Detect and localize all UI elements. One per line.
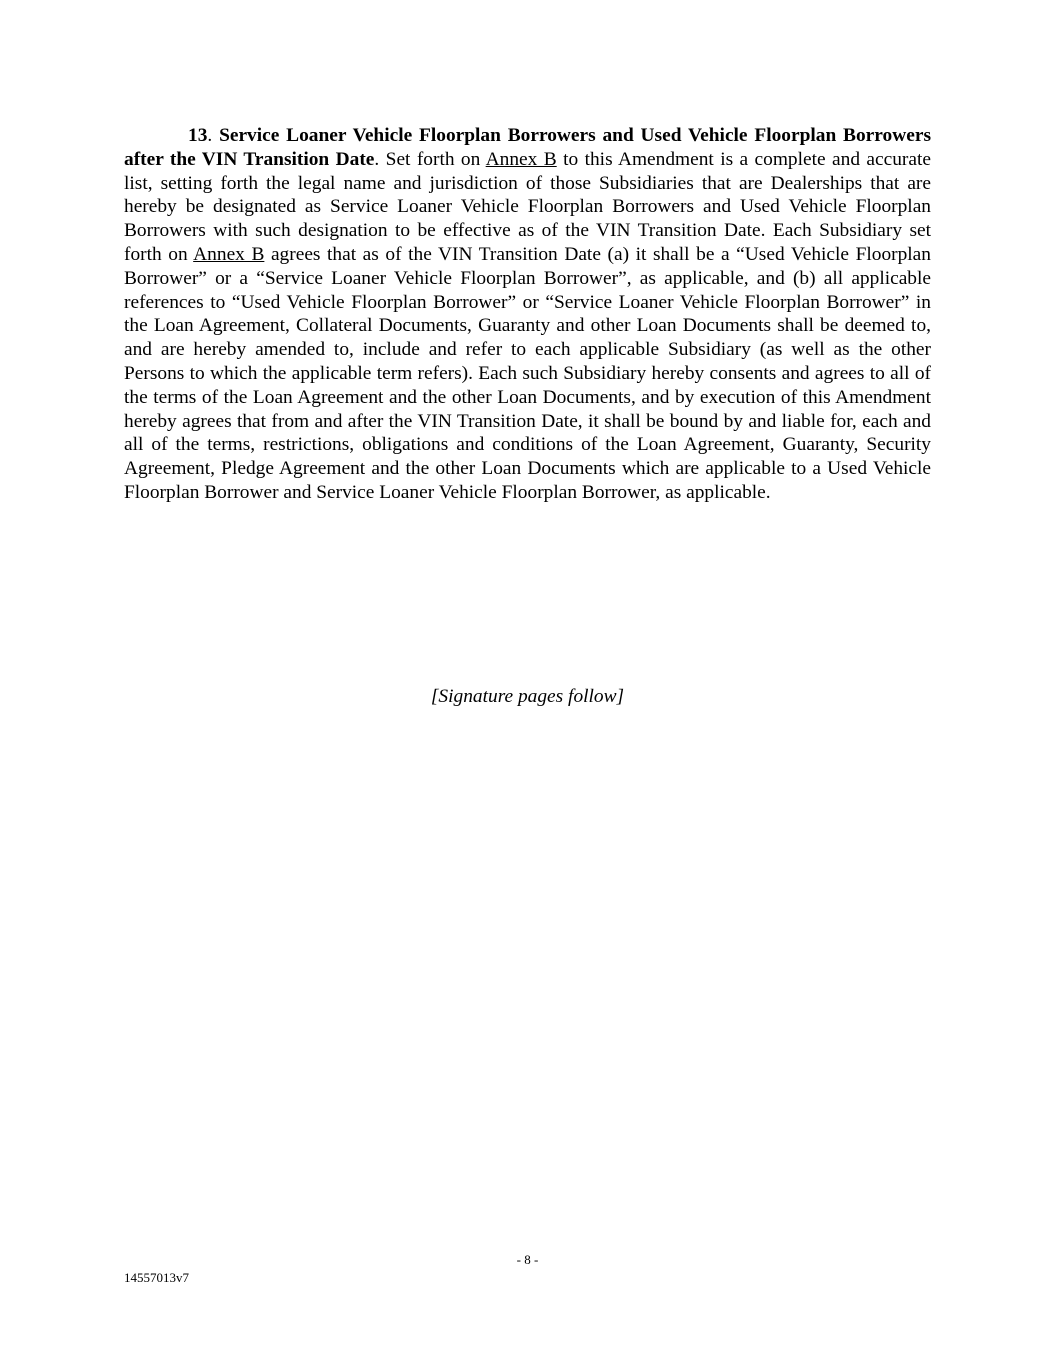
section-heading: Service Loaner Vehicle Floorplan Borrowers and Used Vehicle Floorplan Borrowers after the VIN Transition Date [124,125,931,170]
section-text-part-3: agrees that as of the VIN Transition Date (a) it shall be a “Used Vehicle Floorplan Borrower” or a “Service Loaner Vehicle Floorplan Borrower”, as applicable, and (b) all applicable references to “Used Vehicle Floorplan Borrower” or “Service Loaner Vehicle Floorplan Borrower” in the Loan Agreement, Collateral Documents, Guaranty and other Loan Documents shall be deemed to, and are hereby amended to, include and refer to each applicable Subsidiary (as well as the other Persons to which the applicable term refers). Each such Subsidiary hereby consents and agrees to all of the terms of the Loan Agreement and the other Loan Documents, and by execution of this Amendment hereby agrees that from and after the VIN Transition Date, it shall be bound by and liable for, each and all of the terms, restrictions, obligations and conditions of the Loan Agreement, Guaranty, Security Agreement, Pledge Agreement and the other Loan Documents which are applicable to a Used Vehicle Floorplan Borrower and Service Loaner Vehicle Floorplan Borrower, as applicable. [124,243,931,503]
annex-b-reference-2: Annex B [193,243,265,265]
annex-b-reference-1: Annex B [485,148,557,170]
document-id: 14557013v7 [124,1270,189,1285]
section-13-paragraph: 13. Service Loaner Vehicle Floorplan Borrowers and Used Vehicle Floorplan Borrowers after the VIN Transition Date. Set forth on Annex B to this Amendment is a complete and accurate list, setting forth the legal name and jurisdiction of those Subsidiaries that are Dealerships that are hereby be designated as Service Loaner Vehicle Floorplan Borrowers and Used Vehicle Floorplan Borrowers with such designation to be effective as of the VIN Transition Date. Each Subsidiary set forth on Annex B agrees that as of the VIN Transition Date (a) it shall be a “Used Vehicle Floorplan Borrower” or a “Service Loaner Vehicle Floorplan Borrower”, as applicable, and (b) all applicable references to “Used Vehicle Floorplan Borrower” or “Service Loaner Vehicle Floorplan Borrower” in the Loan Agreement, Collateral Documents, Guaranty and other Loan Documents shall be deemed to, and are hereby amended to, include and refer to each applicable Subsidiary (as well as the other Persons to which the applicable term refers). Each such Subsidiary hereby consents and agrees to all of the terms of the Loan Agreement and the other Loan Documents, and by execution of this Amendment hereby agrees that from and after the VIN Transition Date, it shall be bound by and liable for, each and all of the terms, restrictions, obligations and conditions of the Loan Agreement, Guaranty, Security Agreement, Pledge Agreement and the other Loan Documents which are applicable to a Used Vehicle Floorplan Borrower and Service Loaner Vehicle Floorplan Borrower, as applicable. [124,125,931,503]
section-text-part-2: to this Amendment is a complete and accurate list, setting forth the legal name and jurisdiction of those Subsidiaries that are Dealerships that are hereby be designated as Service Loaner Vehicle Floorplan Borrowers and Used Vehicle Floorplan Borrowers with such designation to be effective as of the VIN Transition Date. Each Subsidiary set forth on [124,148,931,265]
section-text-part-1: Set forth on [379,148,486,170]
page-number: - 8 - [516,1252,539,1267]
section-number: 13 [188,125,208,146]
signature-pages-note: [Signature pages follow] [430,686,625,707]
